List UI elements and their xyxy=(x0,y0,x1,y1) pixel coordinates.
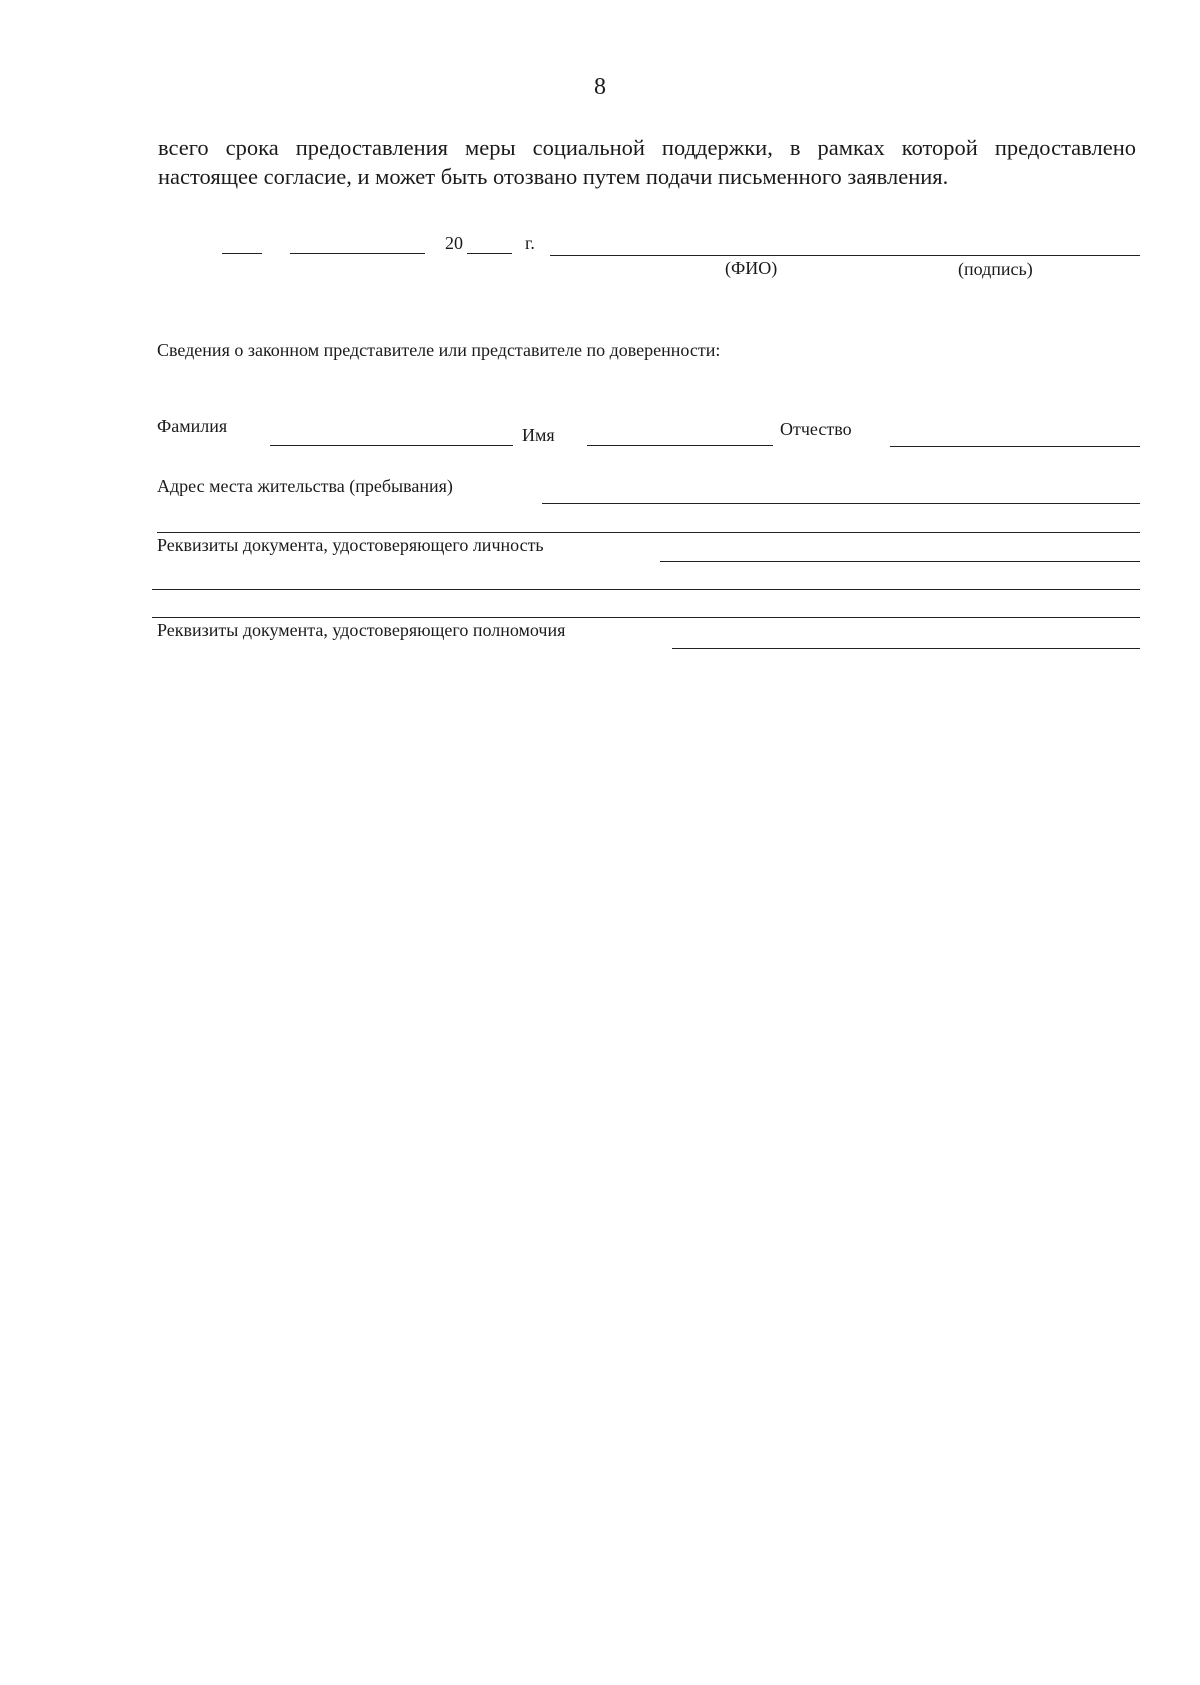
address-label: Адрес места жительства (пребывания) xyxy=(157,476,453,496)
year-suffix: г. xyxy=(525,233,535,253)
patronymic-label: Отчество xyxy=(780,419,852,439)
authority-doc-field[interactable] xyxy=(672,648,1140,649)
fio-signature-field[interactable] xyxy=(550,255,1140,256)
address-field[interactable] xyxy=(542,503,1140,504)
name-label: Имя xyxy=(522,425,555,445)
date-month-field[interactable] xyxy=(290,253,425,254)
surname-field[interactable] xyxy=(270,445,513,446)
name-field[interactable] xyxy=(587,445,773,446)
date-day-field[interactable] xyxy=(222,253,262,254)
representative-heading: Сведения о законном представителе или представителе по доверенности: xyxy=(157,340,721,360)
patronymic-field[interactable] xyxy=(890,446,1140,447)
identity-doc-field[interactable] xyxy=(660,561,1140,562)
consent-paragraph xyxy=(158,133,1136,191)
fio-caption: (ФИО) xyxy=(725,258,778,278)
surname-label: Фамилия xyxy=(157,416,228,436)
signature-caption: (подпись) xyxy=(958,259,1033,279)
page-number: 8 xyxy=(594,74,606,100)
identity-doc-field-continuation-2[interactable] xyxy=(152,617,1140,618)
identity-doc-label: Реквизиты документа, удостоверяющего личность xyxy=(157,535,544,555)
year-prefix: 20 xyxy=(445,233,463,253)
address-field-continuation[interactable] xyxy=(157,532,1140,533)
identity-doc-field-continuation-1[interactable] xyxy=(152,589,1140,590)
consent-text-line-2: настоящее согласие, и может быть отозвано путем подачи письменного заявления. xyxy=(158,164,949,189)
consent-text-line-1: всего срока предоставления меры социальной поддержки, в рамках которой предоставлено xyxy=(158,135,1136,160)
date-year-field[interactable] xyxy=(467,253,512,254)
authority-doc-label: Реквизиты документа, удостоверяющего полномочия xyxy=(157,620,566,640)
